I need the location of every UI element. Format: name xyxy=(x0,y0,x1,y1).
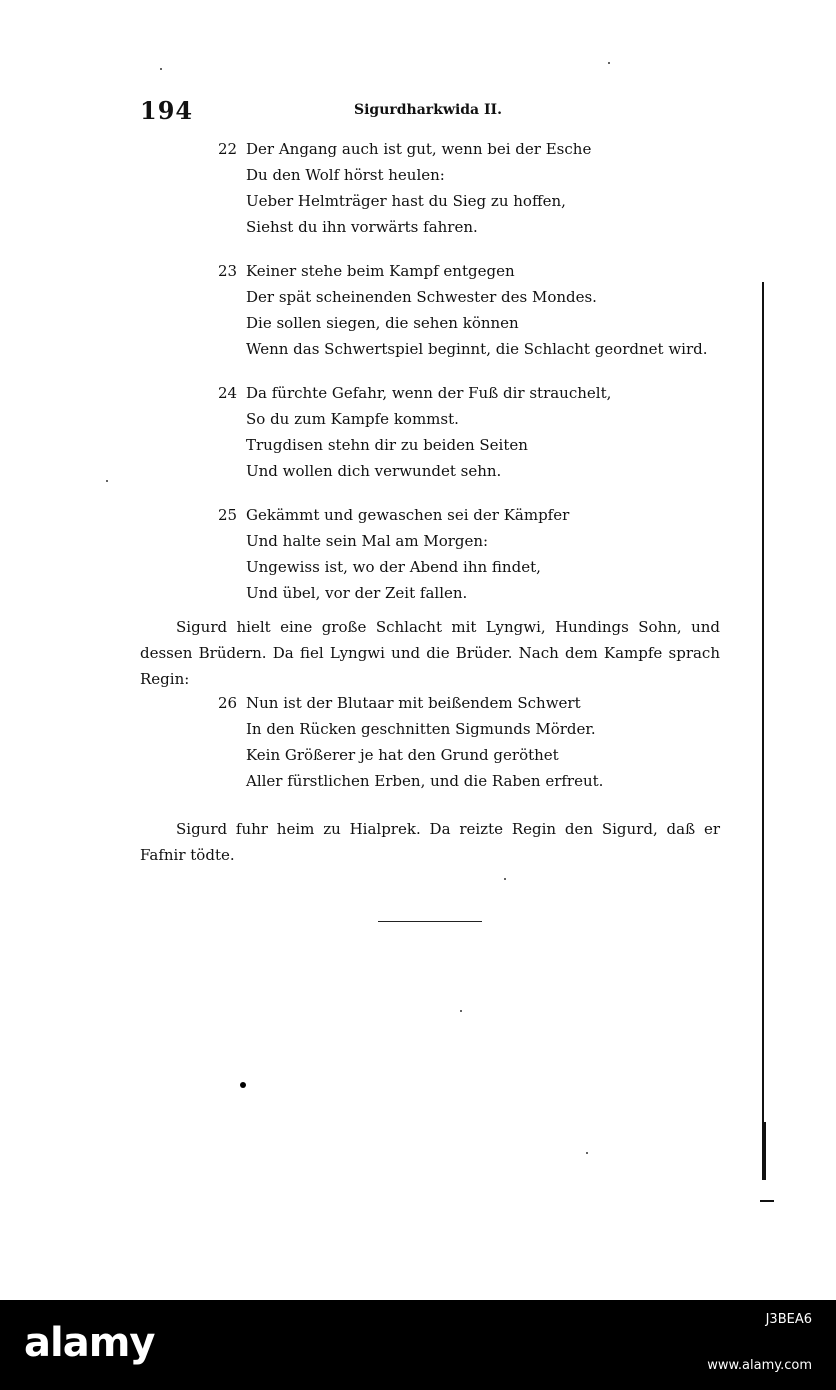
verse-text: Kein Größerer je hat den Grund geröthet xyxy=(246,746,559,764)
verse-text: Und halte sein Mal am Morgen: xyxy=(246,532,489,550)
prose-paragraph: Sigurd hielt eine große Schlacht mit Lyngwi, Hundings Sohn, und dessen Brüdern. Da fiel Lyngwi und die Brüder. Nach dem Kampfe sprach Regin: xyxy=(140,618,720,688)
running-title: Sigurdharkwida II. xyxy=(354,102,502,118)
scan-edge-mark xyxy=(760,1200,774,1202)
stanza-line xyxy=(218,192,738,218)
stanza-26 xyxy=(218,694,738,798)
stanza-number: 24 xyxy=(218,384,238,402)
verse-text: Der Angang auch ist gut, wenn bei der Esche xyxy=(246,140,592,158)
stanza-line xyxy=(218,506,738,532)
ink-speck xyxy=(504,878,506,880)
stanza-line xyxy=(218,772,738,798)
stanza-23 xyxy=(218,262,738,366)
verse-text: Ungewiss ist, wo der Abend ihn findet, xyxy=(246,558,541,576)
stanza-line xyxy=(218,410,738,436)
section-end-rule xyxy=(378,921,482,922)
scan-edge-mark xyxy=(762,1122,766,1180)
verse-text: Wenn das Schwertspiel beginnt, die Schlacht geordnet wird. xyxy=(246,340,708,358)
stanza-number: 26 xyxy=(218,694,238,712)
page-number: 194 xyxy=(140,96,194,125)
stanza-line xyxy=(218,746,738,772)
stanza-line xyxy=(218,314,738,340)
stanza-number: 25 xyxy=(218,506,238,524)
verse-text: Siehst du ihn vorwärts fahren. xyxy=(246,218,478,236)
stanza-line xyxy=(218,436,738,462)
watermark-image-id: J3BEA6 xyxy=(765,1312,812,1327)
ink-speck xyxy=(240,1082,246,1088)
watermark-site: www.alamy.com xyxy=(707,1358,812,1373)
stanza-line xyxy=(218,218,738,244)
verse-text: So du zum Kampfe kommst. xyxy=(246,410,459,428)
verse-text: Da fürchte Gefahr, wenn der Fuß dir strauchelt, xyxy=(246,384,612,402)
stanza-line xyxy=(218,140,738,166)
verse-text: Aller fürstlichen Erben, und die Raben erfreut. xyxy=(246,772,604,790)
stanza-line xyxy=(218,262,738,288)
stanza-line xyxy=(218,340,738,366)
verse-text: Und übel, vor der Zeit fallen. xyxy=(246,584,468,602)
verse-text: Du den Wolf hörst heulen: xyxy=(246,166,445,184)
page-header xyxy=(140,96,700,126)
ink-speck xyxy=(586,1152,588,1154)
verse-text: Keiner stehe beim Kampf entgegen xyxy=(246,262,515,280)
stanza-line xyxy=(218,584,738,610)
verse-text: Ueber Helmträger hast du Sieg zu hoffen, xyxy=(246,192,566,210)
stanza-number: 23 xyxy=(218,262,238,280)
verse-text: Nun ist der Blutaar mit beißendem Schwert xyxy=(246,694,581,712)
stanza-line xyxy=(218,462,738,488)
verse-text: Trugdisen stehn dir zu beiden Seiten xyxy=(246,436,528,454)
watermark-logo: alamy xyxy=(24,1320,155,1366)
stanza-line xyxy=(218,720,738,746)
stanza-line xyxy=(218,532,738,558)
stock-watermark-banner xyxy=(0,1300,836,1390)
ink-speck xyxy=(460,1010,462,1012)
scan-edge-line xyxy=(762,582,764,1180)
stanza-22 xyxy=(218,140,738,244)
stanza-line xyxy=(218,384,738,410)
stanza-line xyxy=(218,166,738,192)
verse-text: Der spät scheinenden Schwester des Mondes. xyxy=(246,288,597,306)
stanza-line xyxy=(218,694,738,720)
verse-text: In den Rücken geschnitten Sigmunds Mörder. xyxy=(246,720,596,738)
stanza-line xyxy=(218,558,738,584)
ink-speck xyxy=(106,480,108,482)
verse-text: Die sollen siegen, die sehen können xyxy=(246,314,519,332)
stanza-number: 22 xyxy=(218,140,238,158)
verse-text: Und wollen dich verwundet sehn. xyxy=(246,462,502,480)
prose-paragraph: Sigurd fuhr heim zu Hialprek. Da reizte Regin den Sigurd, daß er Fafnir tödte. xyxy=(140,820,720,864)
scan-edge-line xyxy=(762,282,764,582)
stanza-24 xyxy=(218,384,738,488)
stanza-25 xyxy=(218,506,738,610)
verse-text: Gekämmt und gewaschen sei der Kämpfer xyxy=(246,506,570,524)
ink-speck xyxy=(160,68,162,70)
stanza-line xyxy=(218,288,738,314)
ink-speck xyxy=(608,62,610,64)
